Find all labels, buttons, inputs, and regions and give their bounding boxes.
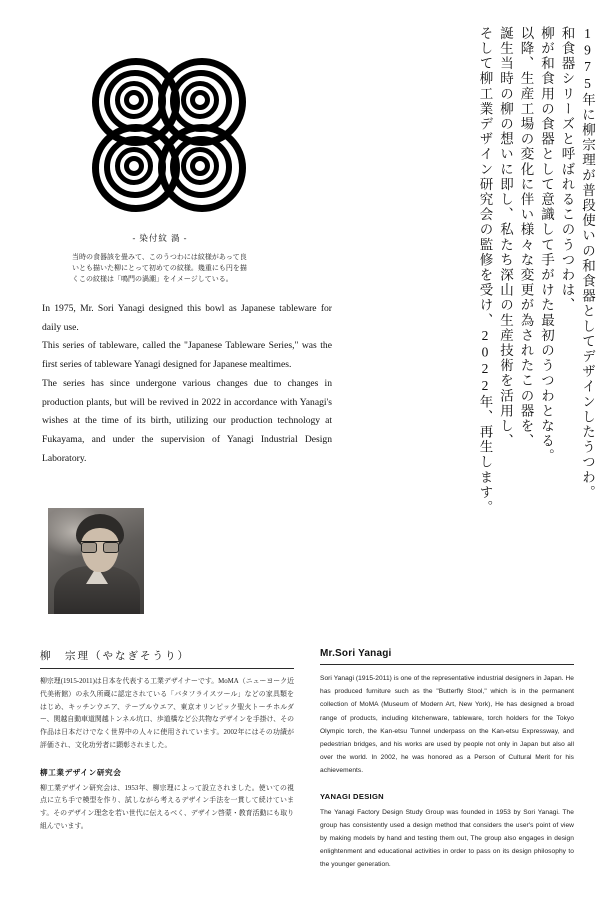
bio-rule-en	[320, 664, 574, 665]
bio-title-en: Mr.Sori Yanagi	[320, 648, 392, 659]
mark-block	[70, 52, 250, 285]
portrait-glasses	[81, 541, 119, 553]
bio-title-jp: 柳 宗理（やなぎそうり）	[40, 651, 190, 662]
vertical-line-1: 1975年に柳宗理が普段使いの和食器としてデザインしたうつわ。	[580, 26, 595, 501]
english-paragraph-3: The series has since undergone various changes due to changes in production plants, but will be revived in 2022 in accordance with Yanagi's wishes at the time of its birth, utilizing our production technology at Fukayama, and under the supervision of Yanagi Industrial Design Laboratory.	[42, 377, 332, 464]
bio-paragraph-jp: 柳宗理(1915-2011)は日本を代表する工業デザイナーです。MoMA（ニューヨーク近代美術館）の永久所蔵に認定されている「バタフライスツール」などの家具類をはじめ、キッチンウエア、テーブルウエア、東京オリンピック聖火トーチホルダー、関越自動車道関越トンネル坑口、歩道橋など公共物なデザインを手掛け、その作品は日本だけでなく世界中の人々に使用されています。2002年にはその功績が評価され、文化功労者に顕彰されました。	[40, 678, 294, 749]
english-paragraph-2: This series of tableware, called the "Japanese Tableware Series," was the first series of tableware Yanagi designed for Japanese mealtimes.	[42, 340, 332, 371]
vertical-line-5: 誕生当時の柳の想いに即し、私たち深山の生産技術を活用し、	[498, 26, 513, 449]
bio-column-japanese	[40, 648, 294, 871]
bio-section	[40, 648, 574, 871]
designer-portrait-photo	[48, 508, 144, 614]
bio-sub-paragraph-jp: 柳工業デザイン研究会は、1953年、柳宗理によって設立されました。使いての視点に立ち手で模型を作り、試しながら考えるデザイン手法を一貫して続けています。そのデザイン理念を若い世代に伝えるべく、デザイン啓蒙・教育活動にも取り組んでいます。	[40, 784, 294, 830]
bio-paragraph-en: Sori Yanagi (1915-2011) is one of the representative industrial designers in Japan. He has produced furniture such as the "Butterfly Stool," which is in the permanent collection of MoMA (Museum of Modern Art, New York), He has designed a broad range of products, including kitchenware, tableware, torch holders for the Tokyo Olympic torch, the Kan-etsu Tunnel underpass on the Kan-etsu Expressway, and pedestrian bridges, and his works are used by people not only in Japan but also all over the world. In 2002, he was honored as a Person of Cultural Merit for his achievements.	[320, 675, 574, 775]
whirlpool-spiral-icon	[78, 52, 242, 216]
vertical-line-2: 和食器シリーズと呼ばれるこのうつわは、	[559, 26, 575, 313]
mark-caption: - 染付紋 渦 -	[132, 233, 188, 243]
vertical-line-3: 柳が和食用の食器として意識して手がけた最初のうつわとなる。	[539, 26, 554, 464]
english-body	[42, 300, 332, 468]
vertical-line-4: 以降、生産工場の変化に伴い様々な変更が為されたこの器を、	[518, 26, 534, 449]
english-paragraph-1: In 1975, Mr. Sori Yanagi designed this bowl as Japanese tableware for daily use.	[42, 303, 332, 333]
bio-column-english	[320, 648, 574, 871]
vertical-line-6: そして柳工業デザイン研究会の監修を受け、2022年、再生します。	[477, 26, 493, 516]
bio-subtitle-jp: 柳工業デザイン研究会	[40, 767, 122, 777]
bio-subtitle-en: YANAGI DESIGN	[320, 791, 384, 801]
mark-note: 当時の食器該を畳みて、このうつわには紋様があって良いとも描いた柳にとって初めての紋様。幾重にも円を描くこの紋様は「鳴門の渦潮」をイメージしている。	[72, 253, 247, 283]
bio-sub-paragraph-en: The Yanagi Factory Design Study Group was founded in 1953 by Sori Yanagi. The group has consistently used a design method that considers the user's point of view by making models by hand and testing them out, The group also engages in design enlightenment and educational activities in order to pass on its design philosophy to the younger generation.	[320, 808, 574, 869]
bio-rule-jp	[40, 668, 294, 669]
vertical-headline-block	[471, 26, 595, 516]
